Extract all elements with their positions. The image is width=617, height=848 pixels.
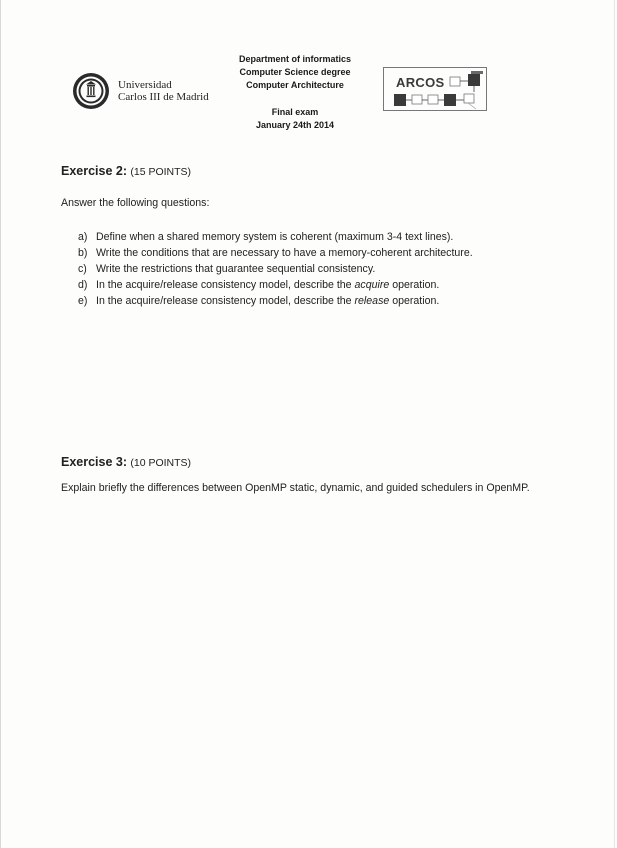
degree-name: Computer Science degree xyxy=(239,67,351,77)
question-item-b xyxy=(78,245,473,261)
department-header xyxy=(200,53,390,132)
arcos-logo-label: ARCOS xyxy=(396,75,445,90)
question-letter: b) xyxy=(78,247,88,259)
exercise2-heading xyxy=(61,164,191,178)
question-item-a xyxy=(78,229,473,245)
university-logo xyxy=(72,72,209,110)
question-item-e xyxy=(78,293,473,309)
university-name-line2: Carlos III de Madrid xyxy=(118,91,209,103)
exercise2-intro: Answer the following questions: xyxy=(61,197,210,209)
course-name: Computer Architecture xyxy=(246,80,344,90)
question-text: In the acquire/release consistency model, describe the release operation. xyxy=(96,295,440,307)
exercise2-points: (15 POINTS) xyxy=(130,166,192,178)
exercise2-question-list xyxy=(78,229,473,309)
question-letter: d) xyxy=(78,279,88,291)
university-name-line1: Universidad xyxy=(118,79,172,91)
question-emphasis: acquire xyxy=(354,279,390,291)
exercise3-heading xyxy=(61,455,191,469)
university-name xyxy=(118,79,209,103)
page-edge-line xyxy=(0,0,1,848)
question-emphasis: release xyxy=(354,295,390,307)
exam-title: Final exam xyxy=(271,107,319,117)
question-letter: e) xyxy=(78,295,88,307)
question-text: Define when a shared memory system is coherent (maximum 3-4 text lines). xyxy=(96,231,454,243)
page-right-edge xyxy=(614,0,615,848)
department-name: Department of informatics xyxy=(238,54,352,64)
question-item-c xyxy=(78,261,473,277)
university-seal-icon xyxy=(72,72,110,110)
question-text: Write the conditions that are necessary to have a memory-coherent architecture. xyxy=(96,247,473,259)
question-text: Write the restrictions that guarantee sequential consistency. xyxy=(96,263,376,275)
question-item-d xyxy=(78,277,473,293)
question-text: In the acquire/release consistency model, describe the acquire operation. xyxy=(96,279,440,291)
arcos-logo xyxy=(383,67,487,111)
exercise3-title: Exercise 3: xyxy=(61,455,128,469)
exercise3-points: (10 POINTS) xyxy=(130,457,192,469)
exercise2-title: Exercise 2: xyxy=(61,164,128,178)
exam-date: January 24th 2014 xyxy=(255,120,335,130)
exercise3-text: Explain briefly the differences between OpenMP static, dynamic, and guided schedulers in OpenMP. xyxy=(61,482,530,494)
question-letter: c) xyxy=(78,263,87,275)
question-letter: a) xyxy=(78,231,88,243)
